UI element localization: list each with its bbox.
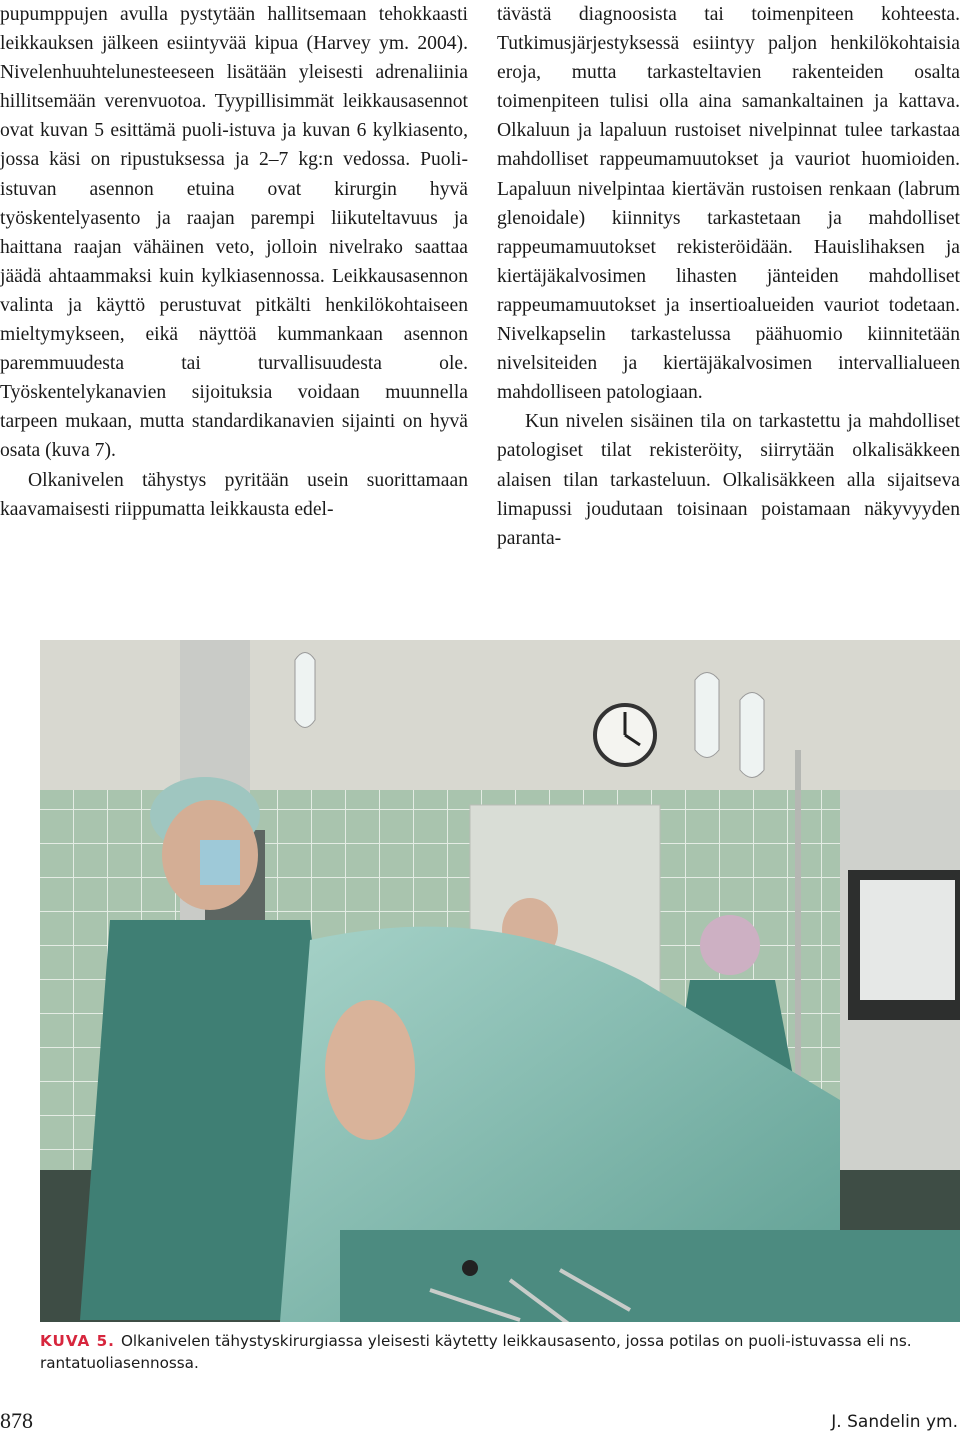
figure-caption-text: Olkanivelen tähystyskirurgiassa yleisesti käytetty leikkausasento, jossa potilas on puoli-istuvassa eli ns. rantatuoliasennossa. xyxy=(40,1332,912,1372)
right-text-column xyxy=(497,0,960,553)
right-paragraph-2: Kun nivelen sisäinen tila on tarkastettu ja mahdolliset patologiset tilat rekisteröity, siirrytään olkalisäkkeen alaisen tilan tarkasteluun. Olkalisäkkeen alla sijaitseva limapussi joudutaan toisinaan poistamaan näkyvyyden paranta- xyxy=(497,411,960,549)
ceiling xyxy=(40,640,960,790)
left-paragraph-1: pupumppujen avulla pystytään hallitsemaan tehokkaasti leikkauksen jälkeen esiintyvää kipua (Harvey ym. 2004). Nivelenhuuhtelunesteeseen lisätään yleisesti adrenaliinia hillitsemään verenvuotoa. Tyypillisimmät leikkausasennot ovat kuvan 5 esittämä puoli-istuva ja kuvan 6 kylkiasento, jossa käsi on ripustuksessa ja 2–7 kg:n vedossa. Puoli-istuvan asennon etuina ovat kirurgin hyvä työskentelyasento ja raajan parempi liikuteltavuus ja haittana raajan vähäinen veto, jolloin nivelrako saattaa jäädä ahtaammaksi kuin kylkiasennossa. Leikkausasennon valinta ja käyttö perustuvat pitkälti henkilökohtaiseen mieltymykseen, eikä näyttöä kummankaan asennon paremmuudesta tai turvallisuudesta ole. Työskentelykanavien sijoituksia voidaan muunnella tarpeen mukaan, mutta standardikanavien sijainti on hyvä osata (kuva 7). xyxy=(0,4,468,462)
figure-caption xyxy=(40,1330,955,1374)
instrument-table xyxy=(340,1230,960,1322)
patient-shoulder xyxy=(325,1000,415,1140)
left-text-column xyxy=(0,0,468,524)
figure-label: KUVA 5. xyxy=(40,1332,115,1350)
operating-room-illustration xyxy=(40,640,960,1322)
left-paragraph-2: Olkanivelen tähystys pyritään usein suorittamaan kaavamaisesti riippumatta leikkausta edel- xyxy=(0,469,468,520)
author-footer: J. Sandelin ym. xyxy=(831,1412,958,1432)
page-number: 878 xyxy=(0,1408,33,1433)
iv-bag-icon xyxy=(295,653,315,728)
right-paragraph-1: tävästä diagnoosista tai toimenpiteen kohteesta. Tutkimusjärjestyksessä esiintyy paljon henkilökohtaisia eroja, mutta tarkasteltavien rakenteiden osalta toimenpiteen tulisi olla aina samankaltainen ja kattava. Olkaluun ja lapaluun rustoiset nivelpinnat tulee tarkastaa mahdolliset rappeumamuutokset ja vauriot huomioiden. Lapaluun nivelpintaa kiertävän rustoisen renkaan (labrum glenoidale) kiinnitys tarkastetaan ja mahdolliset rappeumamuutokset rekisteröidään. Hauislihaksen ja kiertäjäkalvosimen lihasten jänteiden mahdolliset rappeumamuutokset ja insertioalueiden vauriot todetaan. Nivelkapselin tarkastelussa päähuomio kiinnitetään nivelsiteiden ja kiertäjäkalvosimen intervallialueen mahdolliseen patologiaan. xyxy=(497,4,960,404)
operating-room-photo xyxy=(40,640,960,1322)
